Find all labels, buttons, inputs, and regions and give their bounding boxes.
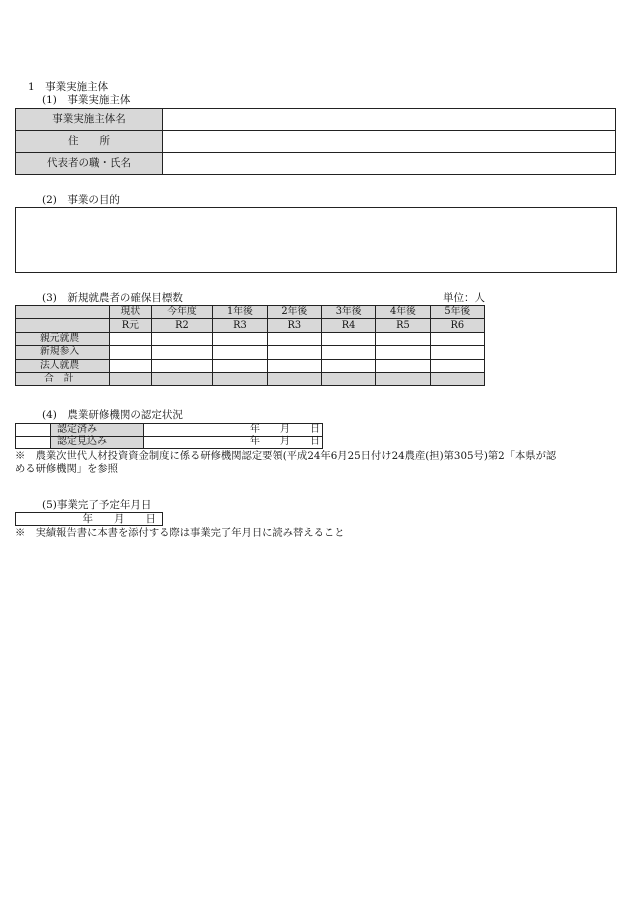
value-cell[interactable] <box>267 332 321 345</box>
table-row <box>16 109 616 131</box>
col-header: 5年後 <box>430 306 484 319</box>
col-header: 4年後 <box>376 306 430 319</box>
total-cell <box>430 372 484 385</box>
unit-label: 単位：人 <box>443 292 485 304</box>
section3-heading: (3) 新規就農者の確保目標数 <box>42 292 183 304</box>
purpose-box[interactable] <box>15 207 617 273</box>
value-cell[interactable] <box>430 346 484 359</box>
table-row <box>16 131 616 153</box>
target-table <box>15 305 485 386</box>
row-label: 新規参入 <box>16 346 110 359</box>
year-header: R3 <box>213 319 267 332</box>
value-cell[interactable] <box>151 359 213 372</box>
col-header: 1年後 <box>213 306 267 319</box>
year-header: R3 <box>267 319 321 332</box>
total-cell <box>321 372 375 385</box>
table-row <box>16 359 485 372</box>
table-row <box>16 332 485 345</box>
value-cell[interactable] <box>110 346 152 359</box>
value-cell[interactable] <box>376 332 430 345</box>
year-header: R元 <box>110 319 152 332</box>
row-label-total: 合 計 <box>16 372 110 385</box>
expected-label: 認定見込み <box>51 436 144 449</box>
blank-cell <box>16 436 51 449</box>
entity-name-value[interactable] <box>163 109 616 131</box>
section1-heading: 1 事業実施主体 <box>28 81 109 93</box>
section5-note: ※ 実績報告書に本書を添付する際は事業完了年月日に読み替えること <box>15 527 345 539</box>
value-cell[interactable] <box>430 359 484 372</box>
year-header: R2 <box>151 319 213 332</box>
expected-date[interactable]: 年 月 日 <box>144 436 323 449</box>
total-cell <box>151 372 213 385</box>
value-cell[interactable] <box>213 359 267 372</box>
row-label: 法人就農 <box>16 359 110 372</box>
section4-note-line1: ※ 農業次世代人材投資資金制度に係る研修機関認定要領(平成24年6月25日付け24農産(担)第305号)第2「本県が認 <box>15 450 557 462</box>
value-cell[interactable] <box>321 359 375 372</box>
completion-date: 年 月 日 <box>82 513 156 525</box>
value-cell[interactable] <box>376 359 430 372</box>
value-cell[interactable] <box>267 359 321 372</box>
section4-note-line2: める研修機関」を参照 <box>15 463 118 475</box>
table-row <box>16 372 485 385</box>
completion-date-box[interactable] <box>15 512 163 526</box>
entity-name-label: 事業実施主体名 <box>16 109 163 131</box>
value-cell[interactable] <box>151 332 213 345</box>
value-cell[interactable] <box>321 332 375 345</box>
table-row <box>16 306 485 319</box>
section4-heading: (4) 農業研修機関の認定状況 <box>42 409 183 421</box>
value-cell[interactable] <box>376 346 430 359</box>
year-header: R4 <box>321 319 375 332</box>
year-header: R5 <box>376 319 430 332</box>
total-cell <box>267 372 321 385</box>
section5-heading: (5)事業完了予定年月日 <box>42 499 152 511</box>
col-header: 現状 <box>110 306 152 319</box>
certified-label: 認定済み <box>51 424 144 437</box>
year-header: R6 <box>430 319 484 332</box>
value-cell[interactable] <box>430 332 484 345</box>
corner-cell <box>16 306 110 319</box>
table-row <box>16 346 485 359</box>
row-label: 親元就農 <box>16 332 110 345</box>
value-cell[interactable] <box>110 359 152 372</box>
section1-subheading: (1) 事業実施主体 <box>42 94 131 106</box>
total-cell <box>110 372 152 385</box>
table-row <box>16 153 616 175</box>
table-row <box>16 424 323 437</box>
address-value[interactable] <box>163 131 616 153</box>
value-cell[interactable] <box>110 332 152 345</box>
address-label: 住 所 <box>16 131 163 153</box>
table-row <box>16 436 323 449</box>
section2-heading: (2) 事業の目的 <box>42 194 120 206</box>
value-cell[interactable] <box>213 346 267 359</box>
total-cell <box>213 372 267 385</box>
col-header: 3年後 <box>321 306 375 319</box>
representative-label: 代表者の職・氏名 <box>16 153 163 175</box>
col-header: 2年後 <box>267 306 321 319</box>
entity-table <box>15 108 616 175</box>
certification-table <box>15 423 323 449</box>
total-cell <box>376 372 430 385</box>
corner-cell <box>16 319 110 332</box>
col-header: 今年度 <box>151 306 213 319</box>
representative-value[interactable] <box>163 153 616 175</box>
blank-cell <box>16 424 51 437</box>
value-cell[interactable] <box>321 346 375 359</box>
certified-date[interactable]: 年 月 日 <box>144 424 323 437</box>
value-cell[interactable] <box>267 346 321 359</box>
value-cell[interactable] <box>213 332 267 345</box>
table-row <box>16 319 485 332</box>
value-cell[interactable] <box>151 346 213 359</box>
